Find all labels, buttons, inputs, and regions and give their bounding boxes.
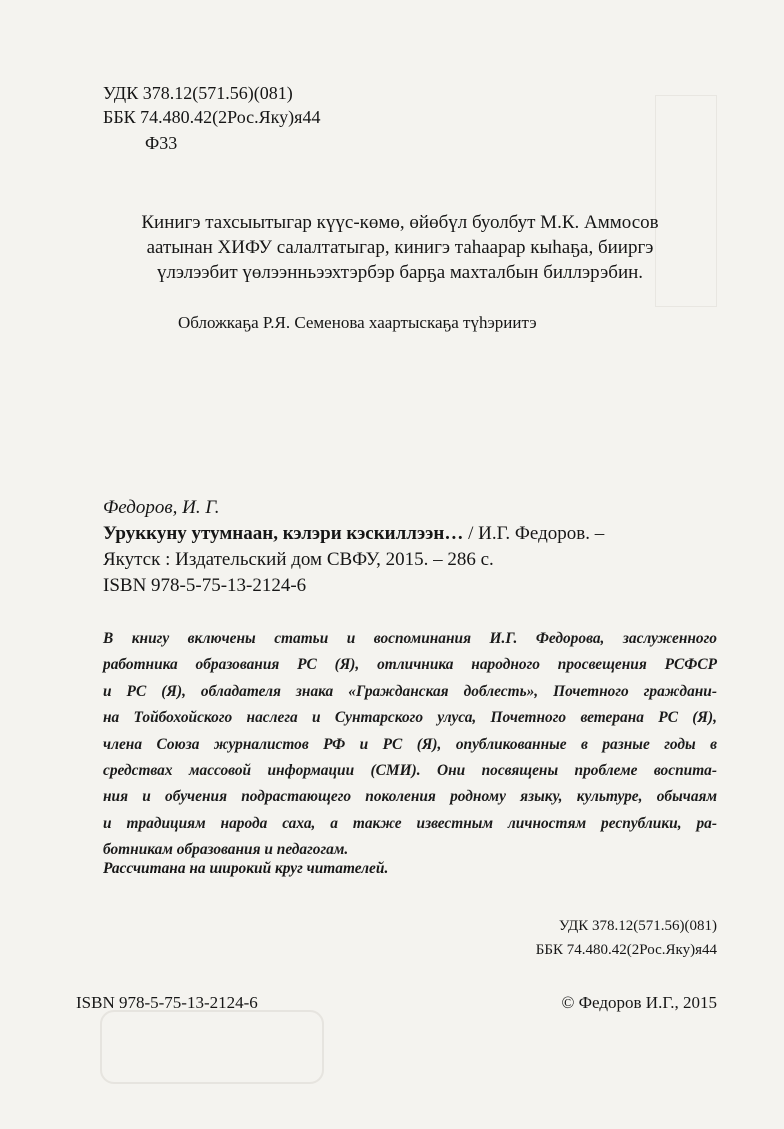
annotation-line: члена Союза журналистов РФ и РС (Я), опубликованные в разные годы в <box>103 735 717 753</box>
annotation-line: ботникам образования и педагогам. <box>103 841 349 859</box>
annotation <box>103 626 717 864</box>
author-heading: Федоров, И. Г. <box>103 497 220 518</box>
annotation-line: работника образования РС (Я), отличника народного просвещения РСФСР <box>103 656 717 674</box>
annotation-line: и традициям народа саха, а также известным личностям республики, ра- <box>103 814 717 832</box>
annotation-line: на Тойбохойского наслега и Сунтарского улуса, Почетного ветерана РС (Я), <box>103 709 717 727</box>
imprint-line: Якутск : Издательский дом СВФУ, 2015. – 286 с. <box>103 549 494 570</box>
annotation-line: В книгу включены статьи и воспоминания И.Г. Федорова, заслуженного <box>103 630 717 647</box>
readership-note: Рассчитана на широкий круг читателей. <box>103 860 389 877</box>
isbn-record: ISBN 978-5-75-13-2124-6 <box>103 575 307 596</box>
annotation-line: и РС (Я), обладателя знака «Гражданская доблесть», Почетного граждани- <box>103 682 717 700</box>
acknowledgement-line: үлэлээбит үөлээнньээхтэрбэр барҕа махталбын биллэрэбин. <box>156 262 644 283</box>
show-through-library-stamp <box>100 1010 324 1084</box>
author-sign-code: Ф33 <box>145 133 178 153</box>
isbn-footer: ISBN 978-5-75-13-2124-6 <box>76 993 258 1012</box>
title-line <box>103 521 604 547</box>
udk-code-top: УДК 378.12(571.56)(081) <box>103 83 293 103</box>
acknowledgement-note <box>80 210 720 285</box>
annotation-line: ния и обучения подрастающего поколения родному языку, культуре, обычаям <box>103 788 717 806</box>
cover-credit: Обложкаҕа Р.Я. Семенова хаартыскаҕа түһэриитэ <box>178 313 537 332</box>
bbk-code-top: ББК 74.480.42(2Рос.Яку)я44 <box>103 107 321 127</box>
book-title: Уруккуну утумнаан, кэлэри кэскиллээн… <box>103 523 464 544</box>
bibliographic-description <box>103 521 604 573</box>
statement-of-responsibility: / И.Г. Федоров. – <box>463 523 605 544</box>
annotation-line: средствах массовой информации (СМИ). Они посвящены проблеме воспита- <box>103 762 717 780</box>
acknowledgement-line: аатынан ХИФУ салалтатыгар, кинигэ таһаарар кыһаҕа, бииргэ <box>146 237 654 258</box>
acknowledgement-line: Кинигэ тахсыытыгар күүс-көмө, өйөбүл буолбут М.К. Аммосов <box>141 212 659 233</box>
bbk-code-bottom: ББК 74.480.42(2Рос.Яку)я44 <box>535 942 717 958</box>
copyright-notice: © Федоров И.Г., 2015 <box>561 993 717 1012</box>
udk-code-bottom: УДК 378.12(571.56)(081) <box>558 918 717 934</box>
